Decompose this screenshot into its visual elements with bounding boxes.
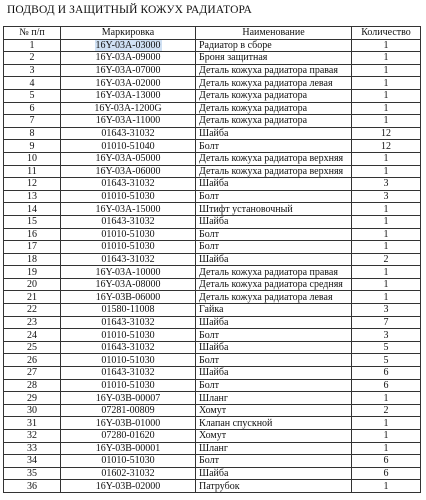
part-code-cell: 01010-51030: [61, 379, 196, 392]
part-name-cell: Шайба: [196, 467, 352, 480]
part-code-cell: 16Y-03A-10000: [61, 266, 196, 279]
part-name-cell: Деталь кожуха радиатора: [196, 89, 352, 102]
part-code-cell: 16Y-03A-15000: [61, 203, 196, 216]
table-row: [4, 241, 421, 254]
part-code-cell: 07281-00809: [61, 404, 196, 417]
part-code-cell: [61, 39, 196, 52]
table-row: [4, 64, 421, 77]
table-row: [4, 404, 421, 417]
row-number-cell: 4: [4, 77, 61, 90]
row-number-cell: 19: [4, 266, 61, 279]
table-row: [4, 480, 421, 493]
row-number-cell: 20: [4, 278, 61, 291]
quantity-cell: 1: [352, 442, 421, 455]
quantity-cell: 1: [352, 430, 421, 443]
quantity-cell: 1: [352, 480, 421, 493]
header-number: № п/п: [4, 27, 61, 40]
row-number-cell: 11: [4, 165, 61, 178]
table-row: [4, 165, 421, 178]
part-name-cell: Шайба: [196, 253, 352, 266]
table-row: [4, 278, 421, 291]
row-number-cell: 31: [4, 417, 61, 430]
part-code-cell: 01010-51030: [61, 329, 196, 342]
quantity-cell: 1: [352, 152, 421, 165]
part-code-cell: 07280-01620: [61, 430, 196, 443]
part-code-cell: 16Y-03A-09000: [61, 52, 196, 65]
part-code-cell: 16Y-03B-02000: [61, 480, 196, 493]
quantity-cell: 1: [352, 291, 421, 304]
table-row: [4, 39, 421, 52]
part-code-cell: 16Y-03A-02000: [61, 77, 196, 90]
part-code-cell: 16Y-03B-00007: [61, 392, 196, 405]
row-number-cell: 30: [4, 404, 61, 417]
highlighted-part-code[interactable]: 16Y-03A-03000: [95, 39, 161, 51]
row-number-cell: 13: [4, 190, 61, 203]
row-number-cell: 23: [4, 316, 61, 329]
row-number-cell: 34: [4, 455, 61, 468]
part-name-cell: Клапан спускной: [196, 417, 352, 430]
row-number-cell: 14: [4, 203, 61, 216]
part-code-cell: 01010-51030: [61, 455, 196, 468]
table-row: [4, 316, 421, 329]
part-name-cell: Болт: [196, 354, 352, 367]
part-name-cell: Хомут: [196, 404, 352, 417]
part-name-cell: Броня защитная: [196, 52, 352, 65]
part-name-cell: Гайка: [196, 304, 352, 317]
part-code-cell: 16Y-03A-07000: [61, 64, 196, 77]
part-name-cell: Шайба: [196, 367, 352, 380]
quantity-cell: 5: [352, 341, 421, 354]
part-name-cell: Патрубок: [196, 480, 352, 493]
row-number-cell: 5: [4, 89, 61, 102]
quantity-cell: 1: [352, 392, 421, 405]
part-code-cell: 16Y-03B-01000: [61, 417, 196, 430]
table-row: [4, 178, 421, 191]
part-code-cell: 01643-31032: [61, 367, 196, 380]
quantity-cell: 1: [352, 228, 421, 241]
part-name-cell: Шайба: [196, 178, 352, 191]
table-row: [4, 203, 421, 216]
table-row: [4, 89, 421, 102]
quantity-cell: 1: [352, 165, 421, 178]
quantity-cell: 6: [352, 467, 421, 480]
quantity-cell: 1: [352, 89, 421, 102]
part-code-cell: 01010-51030: [61, 190, 196, 203]
part-name-cell: Деталь кожуха радиатора: [196, 102, 352, 115]
row-number-cell: 33: [4, 442, 61, 455]
part-code-cell: 16Y-03A-1200G: [61, 102, 196, 115]
table-row: [4, 341, 421, 354]
part-code-cell: 01580-11008: [61, 304, 196, 317]
quantity-cell: 3: [352, 304, 421, 317]
part-name-cell: Деталь кожуха радиатора средняя: [196, 278, 352, 291]
table-row: [4, 77, 421, 90]
row-number-cell: 12: [4, 178, 61, 191]
part-name-cell: Шланг: [196, 442, 352, 455]
quantity-cell: 12: [352, 140, 421, 153]
parts-table: [3, 26, 421, 493]
quantity-cell: 5: [352, 354, 421, 367]
row-number-cell: 7: [4, 115, 61, 128]
row-number-cell: 21: [4, 291, 61, 304]
quantity-cell: 7: [352, 316, 421, 329]
part-code-cell: 01643-31032: [61, 127, 196, 140]
quantity-cell: 6: [352, 455, 421, 468]
part-code-cell: 01643-31032: [61, 215, 196, 228]
part-name-cell: Болт: [196, 140, 352, 153]
part-name-cell: Хомут: [196, 430, 352, 443]
header-name: Наименование: [196, 27, 352, 40]
row-number-cell: 15: [4, 215, 61, 228]
row-number-cell: 29: [4, 392, 61, 405]
part-code-cell: 16Y-03A-06000: [61, 165, 196, 178]
part-code-cell: 01010-51030: [61, 228, 196, 241]
row-number-cell: 6: [4, 102, 61, 115]
row-number-cell: 16: [4, 228, 61, 241]
table-row: [4, 417, 421, 430]
part-name-cell: Шайба: [196, 215, 352, 228]
row-number-cell: 36: [4, 480, 61, 493]
table-row: [4, 266, 421, 279]
quantity-cell: 2: [352, 404, 421, 417]
header-row: [4, 27, 421, 40]
row-number-cell: 9: [4, 140, 61, 153]
table-row: [4, 442, 421, 455]
quantity-cell: 1: [352, 52, 421, 65]
quantity-cell: 1: [352, 64, 421, 77]
table-row: [4, 253, 421, 266]
quantity-cell: 6: [352, 367, 421, 380]
part-name-cell: Деталь кожуха радиатора верхняя: [196, 165, 352, 178]
table-row: [4, 379, 421, 392]
part-code-cell: 01643-31032: [61, 253, 196, 266]
row-number-cell: 24: [4, 329, 61, 342]
part-name-cell: Деталь кожуха радиатора левая: [196, 291, 352, 304]
quantity-cell: 3: [352, 178, 421, 191]
part-name-cell: Болт: [196, 329, 352, 342]
part-name-cell: Деталь кожуха радиатора правая: [196, 266, 352, 279]
quantity-cell: 1: [352, 102, 421, 115]
quantity-cell: 1: [352, 417, 421, 430]
quantity-cell: 1: [352, 115, 421, 128]
row-number-cell: 17: [4, 241, 61, 254]
quantity-cell: 2: [352, 253, 421, 266]
part-name-cell: Деталь кожуха радиатора верхняя: [196, 152, 352, 165]
table-row: [4, 304, 421, 317]
part-name-cell: Шайба: [196, 127, 352, 140]
part-code-cell: 16Y-03B-00001: [61, 442, 196, 455]
part-name-cell: Деталь кожуха радиатора правая: [196, 64, 352, 77]
table-row: [4, 467, 421, 480]
quantity-cell: 3: [352, 190, 421, 203]
quantity-cell: 1: [352, 215, 421, 228]
table-row: [4, 127, 421, 140]
part-code-cell: 16Y-03A-08000: [61, 278, 196, 291]
table-row: [4, 115, 421, 128]
quantity-cell: 6: [352, 379, 421, 392]
document-title: ПОДВОД И ЗАЩИТНЫЙ КОЖУХ РАДИАТОРА: [7, 4, 252, 16]
row-number-cell: 2: [4, 52, 61, 65]
quantity-cell: 1: [352, 77, 421, 90]
part-code-cell: 16Y-03A-11000: [61, 115, 196, 128]
row-number-cell: 22: [4, 304, 61, 317]
parts-table-header: [4, 27, 421, 40]
part-code-cell: 01643-31032: [61, 341, 196, 354]
row-number-cell: 3: [4, 64, 61, 77]
quantity-cell: 12: [352, 127, 421, 140]
table-row: [4, 140, 421, 153]
quantity-cell: 1: [352, 241, 421, 254]
table-row: [4, 215, 421, 228]
part-name-cell: Деталь кожуха радиатора левая: [196, 77, 352, 90]
table-row: [4, 52, 421, 65]
part-code-cell: 01602-31032: [61, 467, 196, 480]
table-row: [4, 102, 421, 115]
row-number-cell: 26: [4, 354, 61, 367]
quantity-cell: 1: [352, 203, 421, 216]
table-row: [4, 367, 421, 380]
parts-table-body: [4, 39, 421, 492]
table-row: [4, 190, 421, 203]
table-row: [4, 228, 421, 241]
table-row: [4, 152, 421, 165]
part-name-cell: Радиатор в сборе: [196, 39, 352, 52]
row-number-cell: 18: [4, 253, 61, 266]
row-number-cell: 27: [4, 367, 61, 380]
part-name-cell: Болт: [196, 190, 352, 203]
row-number-cell: 10: [4, 152, 61, 165]
table-row: [4, 392, 421, 405]
part-code-cell: 01010-51040: [61, 140, 196, 153]
row-number-cell: 8: [4, 127, 61, 140]
row-number-cell: 35: [4, 467, 61, 480]
part-name-cell: Болт: [196, 228, 352, 241]
row-number-cell: 1: [4, 39, 61, 52]
row-number-cell: 32: [4, 430, 61, 443]
table-row: [4, 329, 421, 342]
quantity-cell: 1: [352, 278, 421, 291]
part-name-cell: Шланг: [196, 392, 352, 405]
header-code: Маркировка: [61, 27, 196, 40]
part-code-cell: 16Y-03B-06000: [61, 291, 196, 304]
part-name-cell: Штифт установочный: [196, 203, 352, 216]
part-name-cell: Шайба: [196, 341, 352, 354]
part-name-cell: Шайба: [196, 316, 352, 329]
part-code-cell: 01643-31032: [61, 316, 196, 329]
part-code-cell: 01643-31032: [61, 178, 196, 191]
table-row: [4, 455, 421, 468]
part-name-cell: Болт: [196, 455, 352, 468]
header-quantity: Количество: [352, 27, 421, 40]
row-number-cell: 25: [4, 341, 61, 354]
table-row: [4, 430, 421, 443]
part-name-cell: Деталь кожуха радиатора: [196, 115, 352, 128]
quantity-cell: 3: [352, 329, 421, 342]
part-name-cell: Болт: [196, 241, 352, 254]
row-number-cell: 28: [4, 379, 61, 392]
part-code-cell: 16Y-03A-13000: [61, 89, 196, 102]
part-code-cell: 01010-51030: [61, 241, 196, 254]
quantity-cell: 1: [352, 39, 421, 52]
part-name-cell: Болт: [196, 379, 352, 392]
quantity-cell: 1: [352, 266, 421, 279]
table-row: [4, 354, 421, 367]
table-row: [4, 291, 421, 304]
part-code-cell: 01010-51030: [61, 354, 196, 367]
part-code-cell: 16Y-03A-05000: [61, 152, 196, 165]
